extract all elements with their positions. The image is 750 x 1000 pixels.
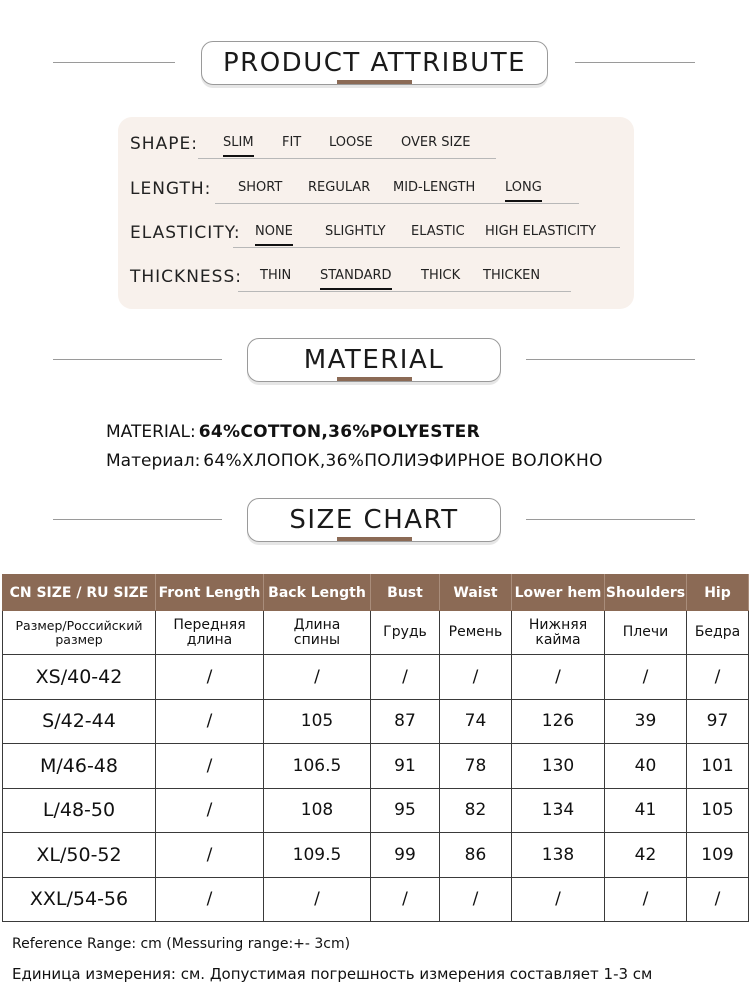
measurement-cell: 91 <box>371 744 440 789</box>
column-header: Waist <box>440 575 512 611</box>
measurement-cell: 109.5 <box>264 833 371 878</box>
measurement-cell: / <box>440 655 512 700</box>
attr-rule <box>238 291 571 292</box>
measurement-cell: 40 <box>605 744 687 789</box>
size-cell: S/42-44 <box>3 699 156 744</box>
attr-option-selected: NONE <box>255 224 293 239</box>
measurement-cell: 105 <box>687 788 749 833</box>
material-ru <box>106 451 603 471</box>
measurement-cell: / <box>512 655 605 700</box>
attr-row-thickness <box>118 263 634 293</box>
measurement-cell: 39 <box>605 699 687 744</box>
column-header-ru-line: кайма <box>535 631 581 648</box>
column-header-ru <box>605 611 687 655</box>
size-cell: M/46-48 <box>3 744 156 789</box>
column-header-ru-line: Грудь <box>383 624 427 641</box>
attr-option: REGULAR <box>308 180 371 195</box>
material-header <box>0 338 750 384</box>
column-header-ru-line: Размер/Российский <box>15 618 143 634</box>
table-row <box>3 788 749 833</box>
section-title: MATERIAL <box>247 338 501 382</box>
measurement-cell: 41 <box>605 788 687 833</box>
attr-option: OVER SIZE <box>401 135 471 150</box>
header-row-ru <box>3 611 749 655</box>
column-header-ru-line: Передняя <box>173 616 246 633</box>
table-row <box>3 699 749 744</box>
attr-rule <box>215 203 579 204</box>
attr-option: SHORT <box>238 180 283 195</box>
measurement-cell: 101 <box>687 744 749 789</box>
attr-option: HIGH ELASTICITY <box>485 224 597 239</box>
measurement-cell: 95 <box>371 788 440 833</box>
title-underline <box>337 377 412 381</box>
measurement-cell: 99 <box>371 833 440 878</box>
attr-row-length <box>118 175 634 205</box>
measurement-cell: / <box>156 788 264 833</box>
section-title: PRODUCT ATTRIBUTE <box>201 41 548 85</box>
column-header-ru <box>371 611 440 655</box>
size-chart-header <box>0 498 750 544</box>
divider-left <box>53 62 175 63</box>
measurement-cell: / <box>156 833 264 878</box>
attr-option: THICKEN <box>483 268 541 283</box>
measurement-cell: / <box>156 744 264 789</box>
column-header-ru <box>687 611 749 655</box>
measurement-cell: / <box>264 877 371 922</box>
attr-label: LENGTH: <box>130 179 212 199</box>
column-header-ru-line: Длина <box>293 616 341 633</box>
attribute-panel <box>118 117 634 309</box>
measurement-cell: / <box>371 655 440 700</box>
measurement-cell: / <box>512 877 605 922</box>
attr-option: FIT <box>282 135 302 150</box>
measurement-cell: 108 <box>264 788 371 833</box>
attr-label: THICKNESS: <box>130 267 242 287</box>
product-attribute-header <box>0 41 750 87</box>
measurement-cell: 78 <box>440 744 512 789</box>
divider-left <box>53 519 222 520</box>
column-header-ru <box>3 611 156 655</box>
column-header: Lower hem <box>512 575 605 611</box>
measurement-cell: 97 <box>687 699 749 744</box>
measurement-cell: / <box>440 877 512 922</box>
note-en: Reference Range: cm (Messuring range:+- 3cm) <box>12 936 351 952</box>
measurement-cell: / <box>156 655 264 700</box>
material-en <box>106 422 480 442</box>
column-header: CN SIZE / RU SIZE <box>3 575 156 611</box>
column-header-ru-line: размер <box>55 631 103 647</box>
size-cell: XS/40-42 <box>3 655 156 700</box>
divider-right <box>526 359 695 360</box>
title-underline <box>337 537 412 541</box>
attr-option: ELASTIC <box>411 224 465 239</box>
measurement-cell: 105 <box>264 699 371 744</box>
measurement-cell: 130 <box>512 744 605 789</box>
material-en-value: 64%COTTON,36%POLYESTER <box>198 422 480 442</box>
column-header-ru-line: Нижняя <box>528 616 588 633</box>
attr-option: SLIGHTLY <box>325 224 386 239</box>
attr-option: MID-LENGTH <box>393 180 476 195</box>
attr-option-selected: STANDARD <box>320 268 392 283</box>
measurement-cell: 86 <box>440 833 512 878</box>
column-header-ru <box>156 611 264 655</box>
table-row <box>3 744 749 789</box>
measurement-cell: 74 <box>440 699 512 744</box>
measurement-cell: 138 <box>512 833 605 878</box>
attr-row-shape <box>118 130 634 160</box>
attr-label: ELASTICITY: <box>130 223 241 243</box>
column-header: Back Length <box>264 575 371 611</box>
column-header-ru <box>512 611 605 655</box>
measurement-cell: / <box>605 877 687 922</box>
column-header: Bust <box>371 575 440 611</box>
measurement-cell: / <box>605 655 687 700</box>
column-header-ru <box>264 611 371 655</box>
material-ru-label: Материал: <box>106 451 201 471</box>
divider-left <box>53 359 222 360</box>
attr-option: THIN <box>260 268 292 283</box>
attr-option-selected: LONG <box>505 180 542 195</box>
table-row <box>3 877 749 922</box>
attr-option: LOOSE <box>329 135 373 150</box>
measurement-cell: / <box>687 655 749 700</box>
note-ru: Единица измерения: см. Допустимая погрешность измерения составляет 1-3 см <box>12 965 653 983</box>
column-header: Front Length <box>156 575 264 611</box>
measurement-cell: 42 <box>605 833 687 878</box>
measurement-cell: 109 <box>687 833 749 878</box>
material-ru-value: 64%ХЛОПОК,36%ПОЛИЭФИРНОЕ ВОЛОКНО <box>203 451 603 471</box>
column-header: Hip <box>687 575 749 611</box>
attr-rule <box>233 247 620 248</box>
table-row <box>3 655 749 700</box>
measurement-cell: 106.5 <box>264 744 371 789</box>
measurement-cell: 87 <box>371 699 440 744</box>
measurement-cell: 134 <box>512 788 605 833</box>
attr-row-elasticity <box>118 219 634 249</box>
material-en-label: MATERIAL: <box>106 422 196 442</box>
column-header-ru-line: Ремень <box>448 624 503 641</box>
measurement-cell: / <box>371 877 440 922</box>
attr-option: THICK <box>421 268 461 283</box>
column-header-ru <box>440 611 512 655</box>
measurement-cell: / <box>264 655 371 700</box>
size-table-body <box>3 655 749 922</box>
column-header-ru-line: длина <box>186 631 233 648</box>
divider-right <box>526 519 695 520</box>
size-cell: XXL/54-56 <box>3 877 156 922</box>
measurement-cell: 126 <box>512 699 605 744</box>
size-cell: L/48-50 <box>3 788 156 833</box>
attr-option-selected: SLIM <box>223 135 254 150</box>
measurement-cell: / <box>687 877 749 922</box>
divider-right <box>575 62 695 63</box>
column-header-ru-line: спины <box>293 631 341 648</box>
measurement-cell: / <box>156 699 264 744</box>
column-header-ru-line: Бедра <box>694 624 741 641</box>
header-row-en <box>3 575 749 611</box>
attr-rule <box>198 158 496 159</box>
measurement-cell: / <box>156 877 264 922</box>
section-title: SIZE CHART <box>247 498 501 542</box>
attr-label: SHAPE: <box>130 134 198 154</box>
size-cell: XL/50-52 <box>3 833 156 878</box>
title-underline <box>337 80 412 84</box>
column-header: Shoulders <box>605 575 687 611</box>
measurement-cell: 82 <box>440 788 512 833</box>
column-header-ru-line: Плечи <box>622 624 669 641</box>
size-table <box>2 574 749 922</box>
table-row <box>3 833 749 878</box>
